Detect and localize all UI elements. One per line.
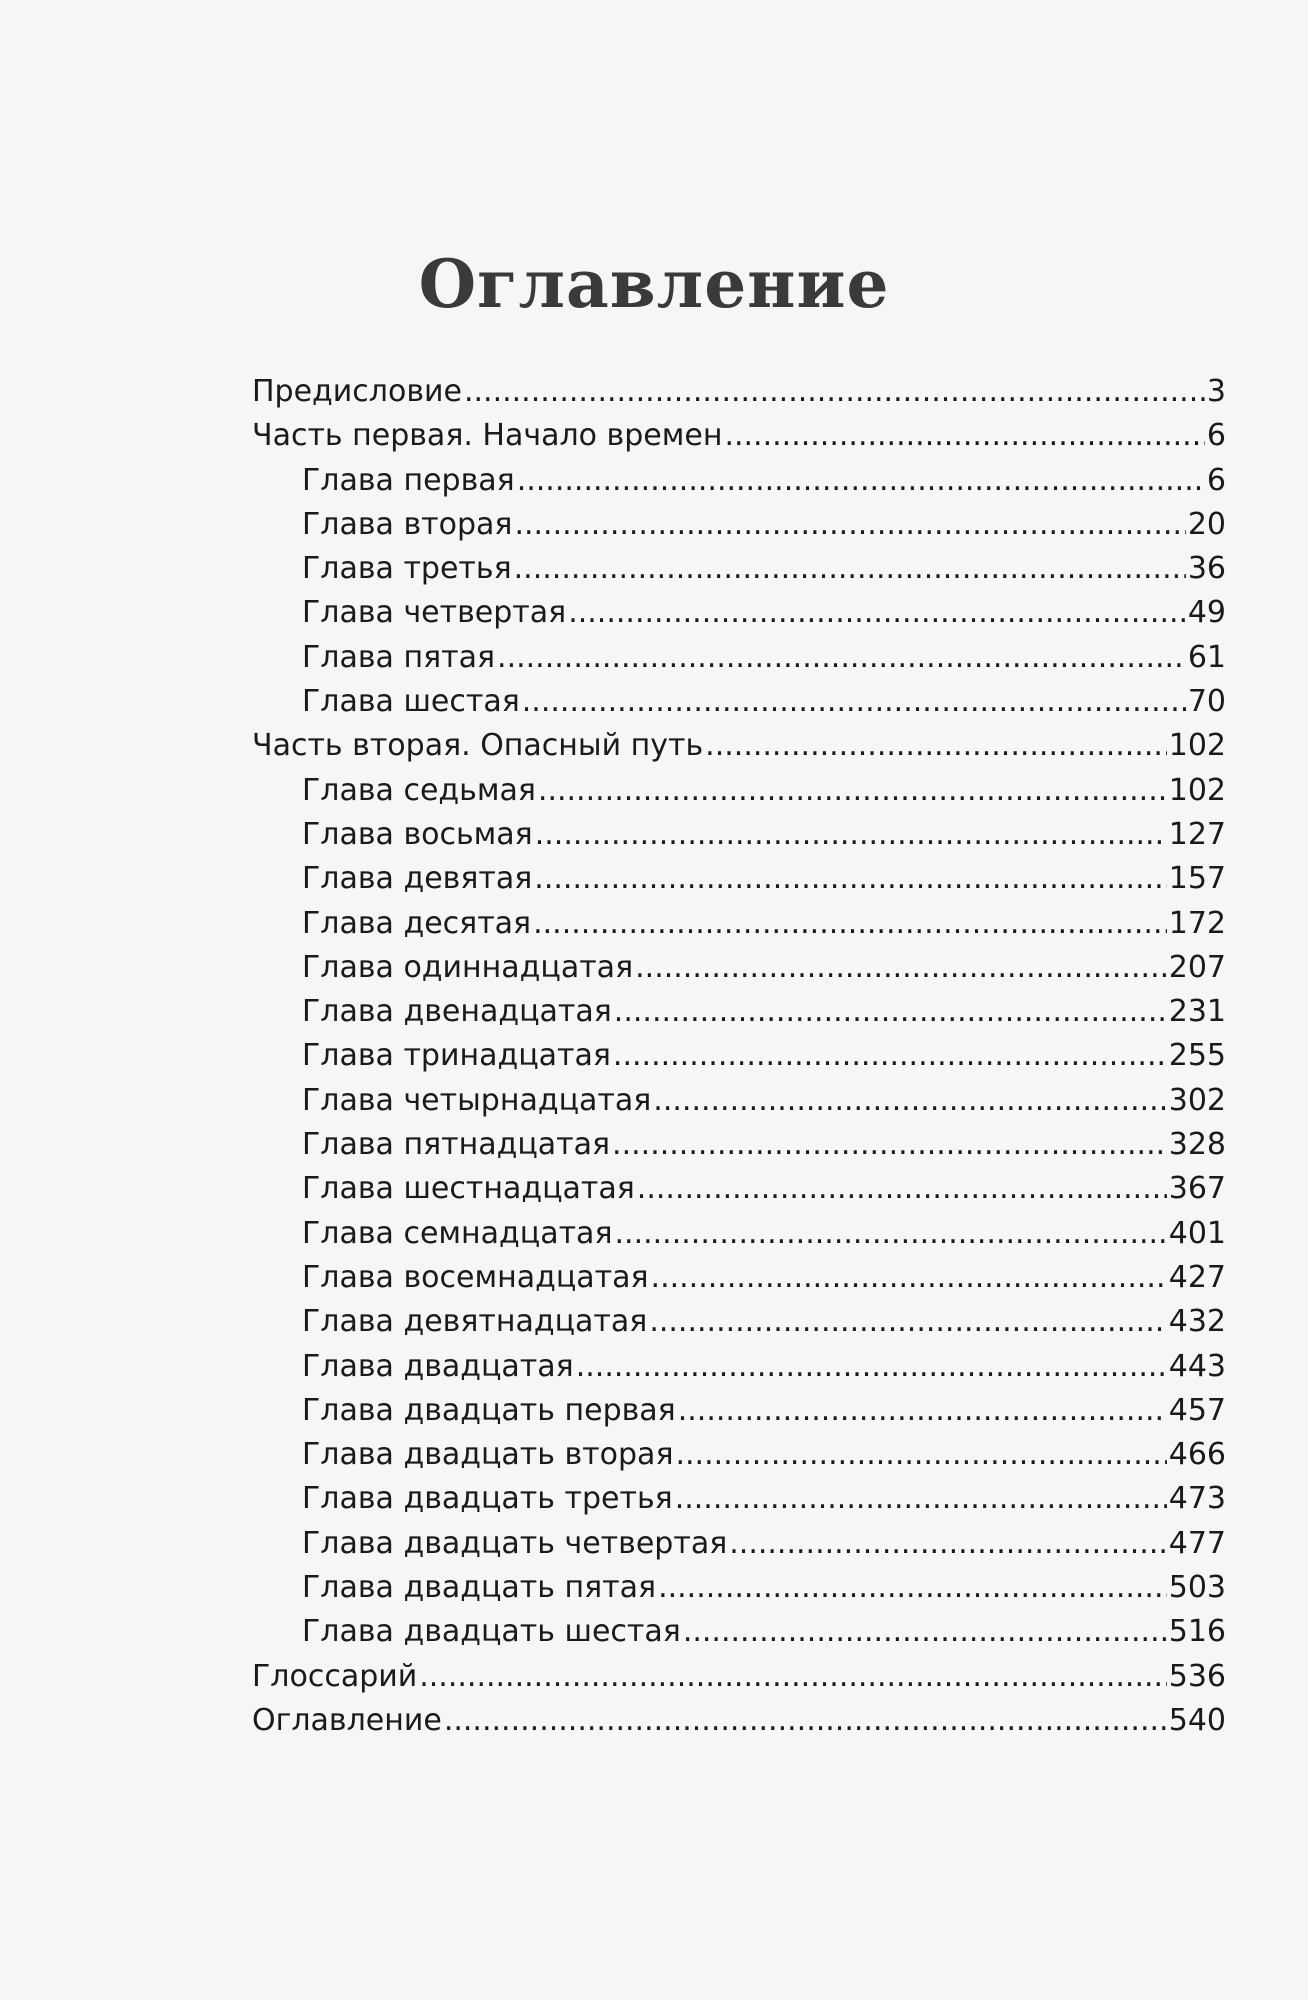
dot-leader	[419, 1655, 1167, 1699]
dot-leader	[635, 946, 1167, 990]
toc-entry	[252, 636, 1226, 680]
toc-entry-page-number: 401	[1168, 1215, 1226, 1251]
dot-leader	[729, 1522, 1166, 1566]
toc-entry-label: Глава двадцать вторая	[302, 1437, 674, 1473]
toc-entry	[252, 1212, 1226, 1256]
toc-entry	[252, 1699, 1226, 1743]
toc-entry-label: Глава пятнадцатая	[302, 1127, 611, 1163]
dot-leader	[678, 1389, 1167, 1433]
toc-entry	[252, 370, 1226, 414]
toc-entry	[252, 1566, 1226, 1610]
dot-leader	[517, 459, 1205, 503]
dot-leader	[568, 591, 1186, 635]
toc-entry	[252, 1256, 1226, 1300]
dot-leader	[534, 857, 1166, 901]
toc-entry-page-number: 540	[1168, 1702, 1226, 1738]
toc-entry	[252, 990, 1226, 1034]
toc-entry	[252, 857, 1226, 901]
dot-leader	[653, 1079, 1166, 1123]
toc-entry-label: Глава десятая	[302, 905, 532, 941]
dot-leader	[514, 547, 1186, 591]
toc-entry-label: Глава двадцать четвертая	[302, 1525, 728, 1561]
toc-entry-page-number: 536	[1168, 1658, 1226, 1694]
toc-entry-label: Глава восемнадцатая	[302, 1259, 649, 1295]
toc-entry	[252, 1300, 1226, 1344]
toc-entry	[252, 1655, 1226, 1699]
toc-entry	[252, 769, 1226, 813]
toc-entry-page-number: 157	[1168, 861, 1226, 897]
dot-leader	[576, 1345, 1167, 1389]
toc-entry-label: Оглавление	[252, 1702, 442, 1738]
toc-entry-page-number: 207	[1168, 949, 1226, 985]
toc-entry-label: Глава шестая	[302, 684, 520, 720]
toc-entry-label: Глава третья	[302, 551, 512, 587]
dot-leader	[675, 1433, 1166, 1477]
dot-leader	[637, 1167, 1167, 1211]
toc-entry	[252, 813, 1226, 857]
toc-entry-label: Глава двадцатая	[302, 1348, 574, 1384]
dot-leader	[497, 636, 1186, 680]
toc-entry-page-number: 127	[1168, 816, 1226, 852]
toc-entry-label: Глава восьмая	[302, 816, 533, 852]
toc-entry	[252, 1389, 1226, 1433]
toc-entry	[252, 724, 1226, 768]
dot-leader	[658, 1566, 1167, 1610]
dot-leader	[514, 503, 1185, 547]
toc-entry-page-number: 457	[1168, 1392, 1226, 1428]
dot-leader	[538, 769, 1167, 813]
toc-entry-label: Глава четырнадцатая	[302, 1082, 652, 1118]
toc-entry-page-number: 6	[1206, 462, 1226, 498]
toc-entry	[252, 1345, 1226, 1389]
dot-leader	[683, 1610, 1167, 1654]
toc-entry-label: Глава семнадцатая	[302, 1215, 613, 1251]
toc-entry	[252, 1477, 1226, 1521]
toc-entry	[252, 547, 1226, 591]
toc-entry-page-number: 255	[1168, 1038, 1226, 1074]
dot-leader	[615, 1212, 1167, 1256]
dot-leader	[651, 1256, 1167, 1300]
toc-entry-page-number: 516	[1168, 1614, 1226, 1650]
toc-entry-label: Глава двадцать пятая	[302, 1570, 657, 1606]
toc-entry	[252, 503, 1226, 547]
toc-entry-label: Глава двенадцатая	[302, 994, 612, 1030]
table-of-contents	[252, 370, 1226, 1743]
toc-entry-page-number: 432	[1168, 1304, 1226, 1340]
toc-entry-label: Часть первая. Начало времен	[252, 418, 723, 454]
toc-entry-label: Глава двадцать первая	[302, 1392, 676, 1428]
toc-entry	[252, 459, 1226, 503]
dot-leader	[444, 1699, 1167, 1743]
toc-entry	[252, 1034, 1226, 1078]
toc-entry	[252, 680, 1226, 724]
toc-entry-label: Глава шестнадцатая	[302, 1171, 635, 1207]
dot-leader	[612, 1123, 1167, 1167]
toc-entry-page-number: 102	[1168, 728, 1226, 764]
toc-entry-page-number: 367	[1168, 1171, 1226, 1207]
toc-entry	[252, 946, 1226, 990]
toc-entry-label: Глоссарий	[252, 1658, 418, 1694]
toc-entry-page-number: 427	[1168, 1259, 1226, 1295]
toc-entry	[252, 1123, 1226, 1167]
toc-entry-page-number: 477	[1168, 1525, 1226, 1561]
toc-entry-label: Глава первая	[302, 462, 515, 498]
toc-entry	[252, 1433, 1226, 1477]
toc-entry-page-number: 6	[1206, 418, 1226, 454]
toc-entry-page-number: 466	[1168, 1437, 1226, 1473]
toc-entry-page-number: 443	[1168, 1348, 1226, 1384]
toc-entry-page-number: 3	[1206, 374, 1226, 409]
toc-entry-label: Глава двадцать третья	[302, 1481, 673, 1517]
toc-entry	[252, 1079, 1226, 1123]
toc-entry-label: Часть вторая. Опасный путь	[252, 728, 704, 764]
toc-entry-label: Глава пятая	[302, 639, 496, 675]
dot-leader	[535, 813, 1167, 857]
toc-entry	[252, 1522, 1226, 1566]
toc-entry-page-number: 70	[1187, 684, 1226, 720]
dot-leader	[522, 680, 1186, 724]
toc-entry-label: Глава вторая	[302, 506, 513, 542]
dot-leader	[724, 414, 1204, 458]
toc-entry-label: Глава девятая	[302, 861, 533, 897]
page-title: Оглавление	[418, 245, 890, 323]
dot-leader	[675, 1477, 1167, 1521]
toc-entry-label: Предисловие	[252, 374, 462, 409]
toc-entry	[252, 1610, 1226, 1654]
toc-entry-page-number: 473	[1168, 1481, 1226, 1517]
toc-entry-page-number: 302	[1168, 1082, 1226, 1118]
toc-entry-page-number: 231	[1168, 994, 1226, 1030]
dot-leader	[705, 724, 1167, 768]
toc-entry-label: Глава тринадцатая	[302, 1038, 611, 1074]
toc-entry-page-number: 328	[1168, 1127, 1226, 1163]
toc-entry-label: Глава одиннадцатая	[302, 949, 634, 985]
toc-entry-page-number: 172	[1168, 905, 1226, 941]
dot-leader	[464, 370, 1205, 414]
dot-leader	[649, 1300, 1166, 1344]
dot-leader	[533, 902, 1167, 946]
toc-entry-page-number: 49	[1187, 595, 1226, 631]
toc-entry	[252, 1167, 1226, 1211]
toc-entry-page-number: 61	[1187, 639, 1226, 675]
toc-entry-label: Глава двадцать шестая	[302, 1614, 681, 1650]
toc-entry-page-number: 20	[1187, 506, 1226, 542]
toc-entry-label: Глава четвертая	[302, 595, 567, 631]
toc-entry	[252, 414, 1226, 458]
toc-entry-page-number: 102	[1168, 772, 1226, 808]
toc-entry-page-number: 503	[1168, 1570, 1226, 1606]
toc-entry-label: Глава седьмая	[302, 772, 536, 808]
dot-leader	[613, 1034, 1167, 1078]
toc-entry-label: Глава девятнадцатая	[302, 1304, 648, 1340]
toc-entry	[252, 902, 1226, 946]
toc-entry-page-number: 36	[1187, 551, 1226, 587]
toc-entry	[252, 591, 1226, 635]
dot-leader	[614, 990, 1167, 1034]
